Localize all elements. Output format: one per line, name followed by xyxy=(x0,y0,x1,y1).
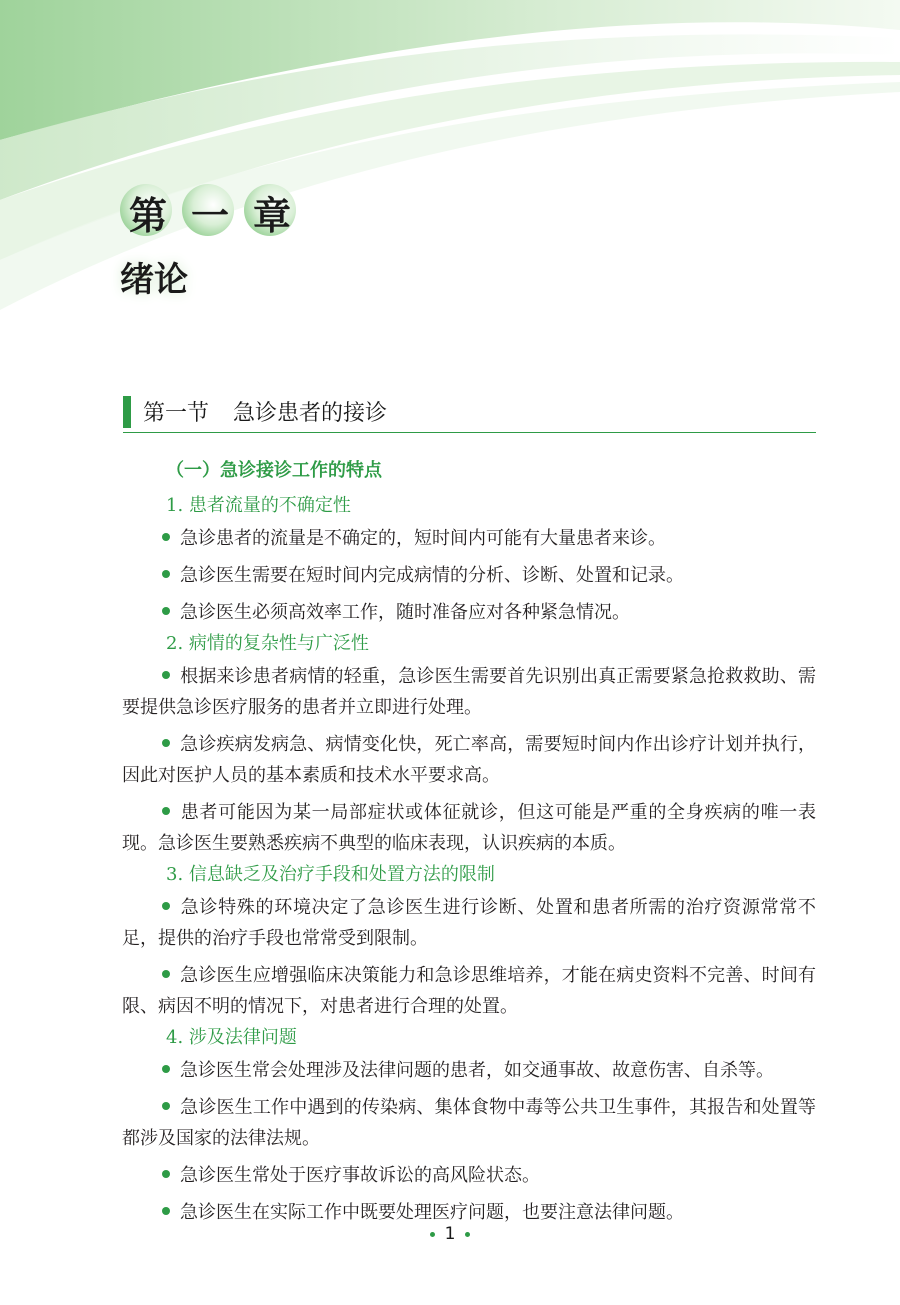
chapter-char-1: 第 xyxy=(120,184,176,240)
bullet-paragraph: 急诊医生在实际工作中既要处理医疗问题，也要注意法律问题。 xyxy=(122,1197,816,1228)
section-heading xyxy=(123,394,816,433)
section-bar-marker xyxy=(123,396,131,428)
item-heading: 1. 患者流量的不确定性 xyxy=(166,495,351,516)
bullet-paragraph: 急诊医生必须高效率工作，随时准备应对各种紧急情况。 xyxy=(122,597,816,628)
subsection-heading: （一）急诊接诊工作的特点 xyxy=(166,460,382,481)
item-heading: 2. 病情的复杂性与广泛性 xyxy=(166,633,369,654)
bullet-dot-icon xyxy=(162,1170,170,1178)
bullet-paragraph: 急诊医生需要在短时间内完成病情的分析、诊断、处置和记录。 xyxy=(122,560,816,591)
bullet-dot-icon xyxy=(162,570,170,578)
chapter-char-3: 章 xyxy=(244,184,300,240)
item-heading: 3. 信息缺乏及治疗手段和处置方法的限制 xyxy=(166,864,495,885)
chapter-char-2: 一 xyxy=(182,184,238,240)
chapter-title: 绪论 xyxy=(120,260,188,300)
page-number: 1 xyxy=(0,1224,900,1244)
bullet-paragraph: 急诊医生常处于医疗事故诉讼的高风险状态。 xyxy=(122,1160,816,1191)
section-title: 急诊患者的接诊 xyxy=(233,401,388,426)
page-dot-icon xyxy=(465,1232,470,1237)
bullet-dot-icon xyxy=(162,671,170,679)
item-heading: 4. 涉及法律问题 xyxy=(166,1027,297,1048)
bullet-dot-icon xyxy=(162,1102,170,1110)
bullet-dot-icon xyxy=(162,807,170,815)
bullet-paragraph: 急诊医生应增强临床决策能力和急诊思维培养，才能在病史资料不完善、时间有限、病因不明的情况下，对患者进行合理的处置。 xyxy=(122,965,816,1017)
bullet-paragraph: 急诊医生工作中遇到的传染病、集体食物中毒等公共卫生事件，其报告和处置等都涉及国家的法律法规。 xyxy=(122,1097,816,1149)
body-content xyxy=(122,456,816,1228)
bullet-paragraph: 急诊医生常会处理涉及法律问题的患者，如交通事故、故意伤害、自杀等。 xyxy=(122,1055,816,1086)
bullet-dot-icon xyxy=(162,533,170,541)
page-dot-icon xyxy=(430,1232,435,1237)
bullet-paragraph: 患者可能因为某一局部症状或体征就诊，但这可能是严重的全身疾病的唯一表现。急诊医生要熟悉疾病不典型的临床表现，认识疾病的本质。 xyxy=(122,802,816,854)
bullet-paragraph: 急诊特殊的环境决定了急诊医生进行诊断、处置和患者所需的治疗资源常常不足，提供的治疗手段也常常受到限制。 xyxy=(122,897,816,949)
bullet-dot-icon xyxy=(162,607,170,615)
bullet-paragraph: 急诊疾病发病急、病情变化快，死亡率高，需要短时间内作出诊疗计划并执行，因此对医护人员的基本素质和技术水平要求高。 xyxy=(122,734,816,786)
bullet-dot-icon xyxy=(162,902,170,910)
bullet-paragraph: 急诊患者的流量是不确定的，短时间内可能有大量患者来诊。 xyxy=(122,523,816,554)
bullet-dot-icon xyxy=(162,1207,170,1215)
bullet-dot-icon xyxy=(162,1065,170,1073)
bullet-dot-icon xyxy=(162,970,170,978)
section-heading-text xyxy=(143,396,387,427)
section-number: 第一节 xyxy=(143,401,210,426)
chapter-label xyxy=(120,184,300,240)
bullet-dot-icon xyxy=(162,739,170,747)
bullet-paragraph: 根据来诊患者病情的轻重，急诊医生需要首先识别出真正需要紧急抢救救助、需要提供急诊医疗服务的患者并立即进行处理。 xyxy=(122,666,816,718)
